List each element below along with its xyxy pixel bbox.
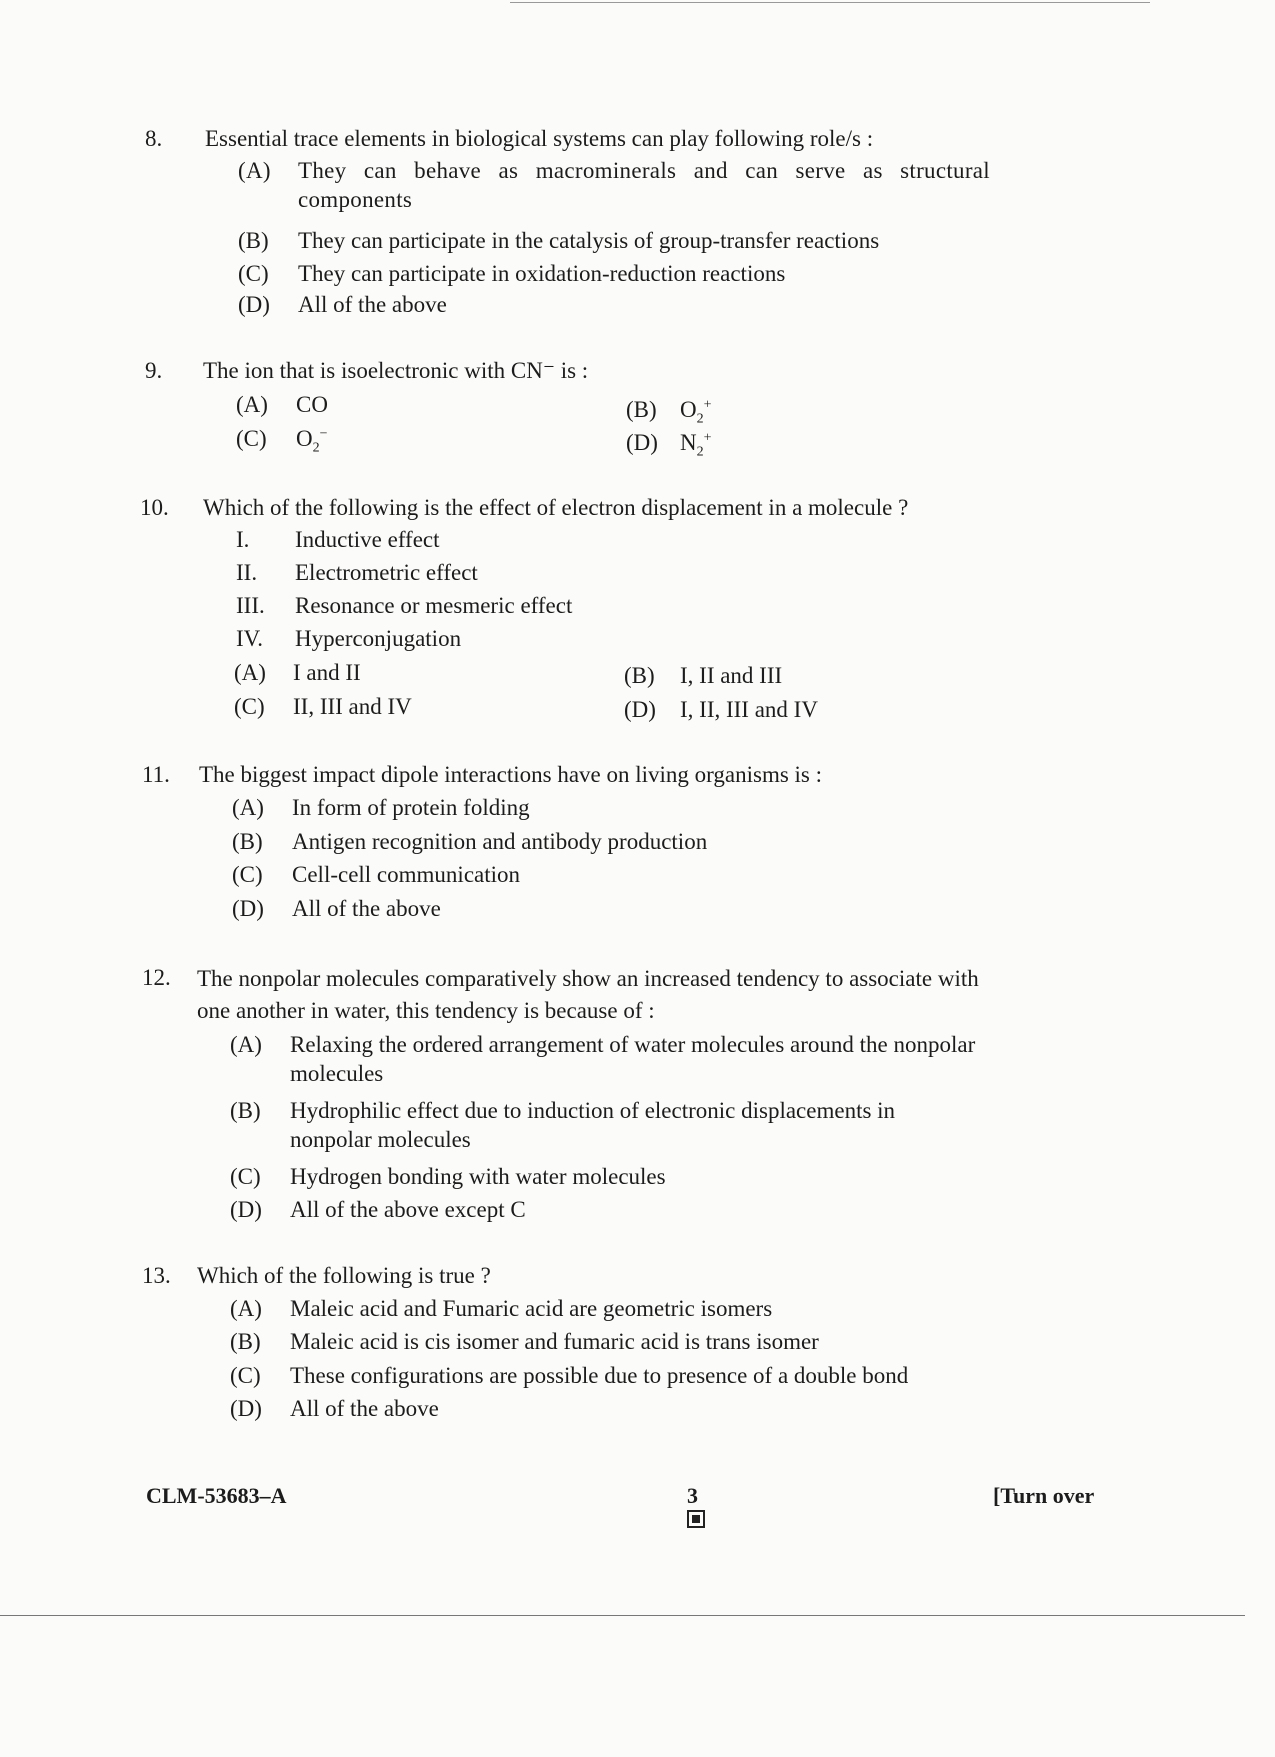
question-stem: Which of the following is the effect of electron displacement in a molecule ? xyxy=(203,495,909,520)
option-d xyxy=(626,428,712,460)
option-b xyxy=(626,395,712,427)
option-a xyxy=(234,658,361,687)
option-text: II, III and IV xyxy=(293,694,412,719)
option-label: (C) xyxy=(230,1164,261,1189)
question-stem: Essential trace elements in biological systems can play following role/s : xyxy=(205,126,874,151)
top-scan-line xyxy=(510,2,1150,3)
option-c xyxy=(230,1361,908,1390)
option-label: (A) xyxy=(230,1296,262,1321)
option-label: (D) xyxy=(624,697,656,722)
option-label: (A) xyxy=(232,795,264,820)
option-d xyxy=(230,1195,526,1224)
option-label: (A) xyxy=(236,392,268,417)
option-label: (D) xyxy=(230,1396,262,1421)
page-number: 3 xyxy=(687,1483,698,1508)
statement-label: IV. xyxy=(236,626,264,651)
option-text: I, II, III and IV xyxy=(680,697,818,722)
bottom-scan-line xyxy=(0,1615,1245,1616)
option-label: (C) xyxy=(236,426,267,451)
option-label: (B) xyxy=(626,397,657,422)
question-number: 10. xyxy=(140,495,169,520)
option-c xyxy=(236,424,328,456)
option-label: (C) xyxy=(234,694,265,719)
option-text: Relaxing the ordered arrangement of water molecules around the nonpolar molecules xyxy=(290,1032,976,1086)
formula-subscript: 2 xyxy=(696,444,704,460)
formula-base: O xyxy=(296,426,313,451)
option-label: (C) xyxy=(232,862,263,887)
option-d xyxy=(624,695,818,724)
option-label: (B) xyxy=(230,1329,261,1354)
option-text: Hydrophilic effect due to induction of electronic displacements in nonpolar molecules xyxy=(290,1098,896,1152)
statement-label: II. xyxy=(236,560,258,585)
option-label: (C) xyxy=(230,1363,261,1388)
option-label: (A) xyxy=(238,158,271,183)
option-label: (B) xyxy=(238,228,269,253)
option-text: Maleic acid and Fumaric acid are geometric isomers xyxy=(290,1296,773,1321)
question-stem: The nonpolar molecules comparatively show an increased tendency to associate with one another in water, this tendency is because of : xyxy=(197,966,979,1023)
option-label: (D) xyxy=(238,292,270,317)
formula-subscript: 2 xyxy=(312,440,320,456)
formula-base: CO xyxy=(296,392,328,417)
option-label: (B) xyxy=(232,829,263,854)
option-label: (D) xyxy=(626,430,658,455)
option-b xyxy=(230,1327,819,1356)
option-label: (B) xyxy=(230,1098,261,1123)
option-text: Antigen recognition and antibody production xyxy=(292,829,708,854)
option-text: Maleic acid is cis isomer and fumaric acid is trans isomer xyxy=(290,1329,819,1354)
option-c xyxy=(230,1162,666,1191)
option-label: (D) xyxy=(232,896,264,921)
option-a xyxy=(232,793,530,822)
option-text: Hydrogen bonding with water molecules xyxy=(290,1164,666,1189)
turn-over-label: [Turn over xyxy=(993,1483,1095,1508)
question-number: 13. xyxy=(142,1263,171,1288)
statement-text: Resonance or mesmeric effect xyxy=(295,593,573,618)
question-number: 11. xyxy=(142,762,170,787)
formula-base: N xyxy=(680,430,697,455)
option-b xyxy=(624,661,782,690)
option-d xyxy=(230,1394,439,1423)
option-text: All of the above xyxy=(298,292,447,317)
option-label: (D) xyxy=(230,1197,262,1222)
option-d xyxy=(238,290,447,319)
option-b xyxy=(230,1096,982,1154)
option-label: (B) xyxy=(624,663,655,688)
option-a xyxy=(236,390,328,419)
option-text: They can behave as macrominerals and can serve as structural components xyxy=(298,158,990,212)
question-stem: The biggest impact dipole interactions have on living organisms is : xyxy=(199,762,823,787)
question-stem: The ion that is isoelectronic with CN⁻ is : xyxy=(203,358,589,383)
option-c xyxy=(232,860,520,889)
option-a xyxy=(230,1294,772,1323)
option-c xyxy=(234,692,412,721)
option-text: In form of protein folding xyxy=(292,795,530,820)
option-label: (A) xyxy=(234,660,266,685)
option-text: I and II xyxy=(293,660,361,685)
page-marker-icon xyxy=(687,1510,705,1528)
option-b xyxy=(238,226,879,255)
option-text: These configurations are possible due to presence of a double bond xyxy=(290,1363,909,1388)
formula-superscript: − xyxy=(319,426,328,442)
option-c xyxy=(238,259,785,288)
question-stem: Which of the following is true ? xyxy=(197,1263,491,1288)
formula-subscript: 2 xyxy=(696,411,704,427)
formula-superscript: + xyxy=(703,430,712,446)
option-text: All of the above xyxy=(290,1396,439,1421)
question-number: 9. xyxy=(145,358,163,383)
formula-base: O xyxy=(680,397,697,422)
question-number: 8. xyxy=(145,126,163,151)
statement-iv xyxy=(236,624,461,653)
formula-superscript: + xyxy=(703,397,712,413)
statement-text: Inductive effect xyxy=(295,527,440,552)
question-number: 12. xyxy=(142,965,171,990)
option-text: All of the above xyxy=(292,896,441,921)
statement-i xyxy=(236,525,440,554)
statement-text: Hyperconjugation xyxy=(295,626,462,651)
option-d xyxy=(232,894,441,923)
statement-text: Electrometric effect xyxy=(295,560,478,585)
option-text: They can participate in oxidation-reduction reactions xyxy=(298,261,786,286)
paper-code: CLM-53683–A xyxy=(146,1483,287,1508)
option-label: (A) xyxy=(230,1032,262,1057)
option-text: They can participate in the catalysis of group-transfer reactions xyxy=(298,228,880,253)
statement-ii xyxy=(236,558,478,587)
option-text: Cell-cell communication xyxy=(292,862,521,887)
option-text: I, II and III xyxy=(680,663,783,688)
option-b xyxy=(232,827,707,856)
option-text: All of the above except C xyxy=(290,1197,526,1222)
statement-iii xyxy=(236,591,572,620)
option-label: (C) xyxy=(238,261,269,286)
statement-label: I. xyxy=(236,527,250,552)
option-a xyxy=(238,156,990,214)
option-a xyxy=(230,1030,982,1088)
statement-label: III. xyxy=(236,593,265,618)
